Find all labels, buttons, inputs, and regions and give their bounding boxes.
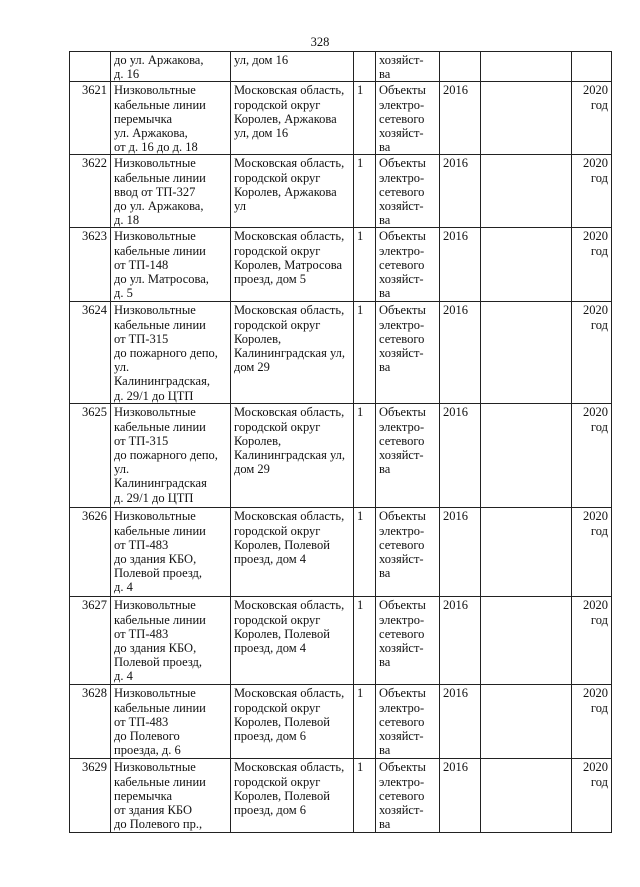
- object-address: Московская область, городской округ Королев, Аржакова ул, дом 16: [231, 82, 354, 155]
- blank-cell: [481, 759, 572, 833]
- completion-year: 2020 год: [572, 685, 612, 759]
- object-name: Низковольтные кабельные линии от ТП-483 до здания КБО, Полевой проезд, д. 4: [111, 508, 231, 597]
- object-name: Низковольтные кабельные линии от ТП-315 до пожарного депо, ул. Калининградская, д. 29/1 до ЦТП: [111, 302, 231, 404]
- blank-cell: [481, 404, 572, 508]
- row-number: 3625: [70, 404, 111, 508]
- table-row: [70, 302, 612, 404]
- row-number: 3628: [70, 685, 111, 759]
- blank-cell: [481, 685, 572, 759]
- object-name: Низковольтные кабельные линии от ТП-315 до пожарного депо, ул. Калининградская д. 29/1 до ЦТП: [111, 404, 231, 508]
- blank-cell: [481, 155, 572, 228]
- object-name: Низковольтные кабельные линии перемычка ул. Аржакова, от д. 16 до д. 18: [111, 82, 231, 155]
- row-number: 3629: [70, 759, 111, 833]
- object-category: Объекты электро- сетевого хозяйст- ва: [376, 155, 440, 228]
- object-year: 2016: [440, 508, 481, 597]
- object-year: 2016: [440, 597, 481, 685]
- object-address: Московская область, городской округ Королев, Полевой проезд, дом 4: [231, 508, 354, 597]
- completion-year: 2020 год: [572, 597, 612, 685]
- completion-year: [572, 52, 612, 82]
- object-quantity: 1: [354, 82, 376, 155]
- object-quantity: 1: [354, 155, 376, 228]
- blank-cell: [481, 228, 572, 302]
- completion-year: 2020 год: [572, 228, 612, 302]
- completion-year: 2020 год: [572, 155, 612, 228]
- object-address: Московская область, городской округ Королев, Матросова проезд, дом 5: [231, 228, 354, 302]
- row-number: 3621: [70, 82, 111, 155]
- object-category: Объекты электро- сетевого хозяйст- ва: [376, 404, 440, 508]
- object-name: Низковольтные кабельные линии от ТП-148 до ул. Матросова, д. 5: [111, 228, 231, 302]
- object-category: Объекты электро- сетевого хозяйст- ва: [376, 228, 440, 302]
- blank-cell: [481, 82, 572, 155]
- object-year: 2016: [440, 82, 481, 155]
- object-quantity: 1: [354, 597, 376, 685]
- object-name: до ул. Аржакова, д. 16: [111, 52, 231, 82]
- object-year: 2016: [440, 759, 481, 833]
- object-year: 2016: [440, 155, 481, 228]
- row-number: 3622: [70, 155, 111, 228]
- table-row: [70, 52, 612, 82]
- object-address: ул, дом 16: [231, 52, 354, 82]
- registry-table: [69, 51, 612, 833]
- object-quantity: [354, 52, 376, 82]
- object-address: Московская область, городской округ Королев, Полевой проезд, дом 6: [231, 685, 354, 759]
- object-category: Объекты электро- сетевого хозяйст- ва: [376, 685, 440, 759]
- object-category: Объекты электро- сетевого хозяйст- ва: [376, 82, 440, 155]
- object-address: Московская область, городской округ Королев, Аржакова ул: [231, 155, 354, 228]
- object-category: Объекты электро- сетевого хозяйст- ва: [376, 597, 440, 685]
- object-name: Низковольтные кабельные линии перемычка от здания КБО до Полевого пр.,: [111, 759, 231, 833]
- completion-year: 2020 год: [572, 759, 612, 833]
- completion-year: 2020 год: [572, 302, 612, 404]
- page-number: 328: [310, 35, 330, 49]
- blank-cell: [481, 597, 572, 685]
- table-row: [70, 508, 612, 597]
- row-number: 3623: [70, 228, 111, 302]
- row-number: 3627: [70, 597, 111, 685]
- table-row: [70, 759, 612, 833]
- table-row: [70, 82, 612, 155]
- row-number: 3626: [70, 508, 111, 597]
- object-category: хозяйст- ва: [376, 52, 440, 82]
- object-name: Низковольтные кабельные линии от ТП-483 до Полевого проезда, д. 6: [111, 685, 231, 759]
- object-address: Московская область, городской округ Королев, Калининградская ул, дом 29: [231, 404, 354, 508]
- object-quantity: 1: [354, 228, 376, 302]
- object-quantity: 1: [354, 302, 376, 404]
- object-name: Низковольтные кабельные линии от ТП-483 до здания КБО, Полевой проезд, д. 4: [111, 597, 231, 685]
- blank-cell: [481, 52, 572, 82]
- object-quantity: 1: [354, 685, 376, 759]
- row-number: 3624: [70, 302, 111, 404]
- object-year: 2016: [440, 302, 481, 404]
- table-row: [70, 597, 612, 685]
- object-address: Московская область, городской округ Королев, Калининградская ул, дом 29: [231, 302, 354, 404]
- object-quantity: 1: [354, 508, 376, 597]
- blank-cell: [481, 508, 572, 597]
- table-row: [70, 404, 612, 508]
- object-category: Объекты электро- сетевого хозяйст- ва: [376, 759, 440, 833]
- object-category: Объекты электро- сетевого хозяйст- ва: [376, 508, 440, 597]
- object-category: Объекты электро- сетевого хозяйст- ва: [376, 302, 440, 404]
- object-year: [440, 52, 481, 82]
- object-name: Низковольтные кабельные линии ввод от ТП-327 до ул. Аржакова, д. 18: [111, 155, 231, 228]
- blank-cell: [481, 302, 572, 404]
- table-row: [70, 685, 612, 759]
- object-quantity: 1: [354, 404, 376, 508]
- object-address: Московская область, городской округ Королев, Полевой проезд, дом 6: [231, 759, 354, 833]
- object-year: 2016: [440, 404, 481, 508]
- completion-year: 2020 год: [572, 404, 612, 508]
- object-quantity: 1: [354, 759, 376, 833]
- table-row: [70, 155, 612, 228]
- object-year: 2016: [440, 228, 481, 302]
- table-row: [70, 228, 612, 302]
- row-number: [70, 52, 111, 82]
- completion-year: 2020 год: [572, 508, 612, 597]
- object-year: 2016: [440, 685, 481, 759]
- completion-year: 2020 год: [572, 82, 612, 155]
- object-address: Московская область, городской округ Королев, Полевой проезд, дом 4: [231, 597, 354, 685]
